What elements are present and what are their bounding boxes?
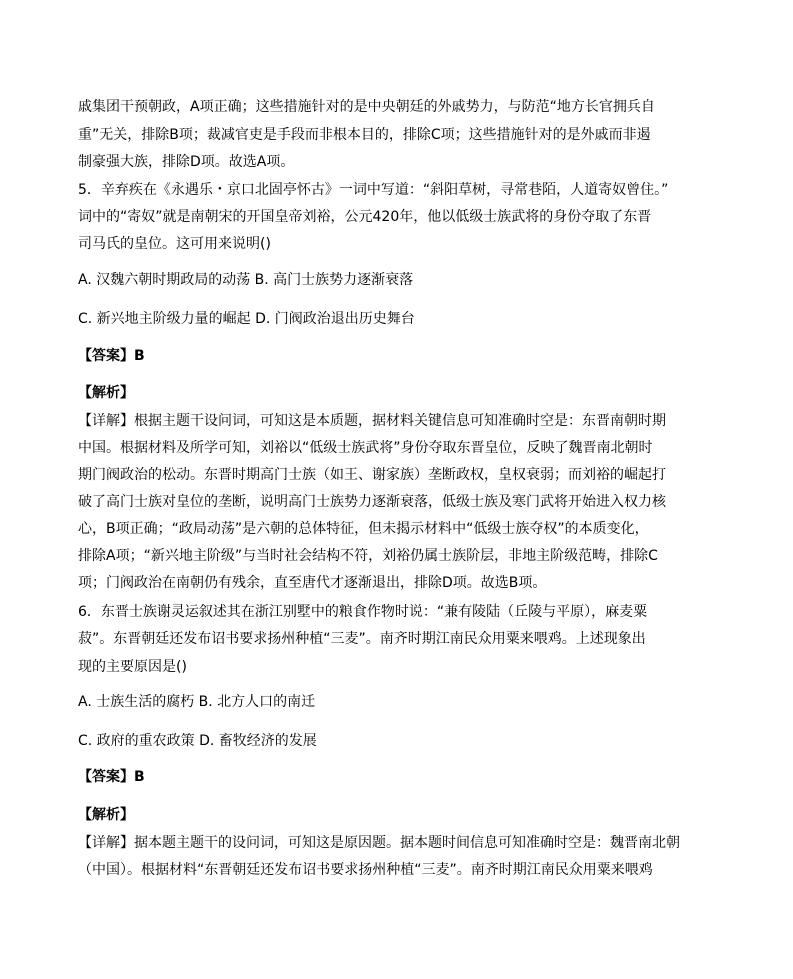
q5-answer: 【答案】B [78, 348, 145, 364]
q5-options-ab: A. 汉魏六朝时期政局的动荡 B. 高门士族势力逐渐衰落 [78, 272, 414, 288]
q5-analysis-line-5: 心，B项正确；“政局动荡”是六朝的总体特征，但未揭示材料中“低级士族夺权”的本质变化， [78, 521, 649, 537]
q5-analysis-line-7: 项；门阀政治在南朝仍有残余，直至唐代才逐渐退出，排除D项。故选B项。 [78, 575, 547, 591]
q6-analysis-label: 【解析】 [78, 807, 134, 823]
q6-options-ab: A. 士族生活的腐朽 B. 北方人口的南迁 [78, 694, 316, 710]
q5-analysis-line-6: 排除A项；“新兴地主阶级”与当时社会结构不符，刘裕仍属士族阶层，非地主阶级范畴，排除C [78, 548, 658, 564]
q6-stem-line-2: 菽”。东晋朝廷还发布诏书要求扬州种植“三麦”。南齐时期江南民众用粟来喂鸡。上述现象出 [78, 631, 646, 647]
prev-explanation-line-3: 制豪强大族，排除D项。故选A项。 [78, 154, 295, 170]
q5-stem-line-1: 5．辛弃疾在《永遇乐・京口北固亭怀古》一词中写道：“斜阳草树，寻常巷陌，人道寄奴曾住。” [78, 182, 669, 198]
q5-analysis-line-1: 【详解】根据主题干设问词，可知这是本质题，据材料关键信息可知准确时空是：东晋南朝时期 [78, 413, 666, 429]
q6-options-cd: C. 政府的重农政策 D. 畜牧经济的发展 [78, 733, 317, 749]
q6-stem-line-1: 6．东晋士族谢灵运叙述其在浙江别墅中的粮食作物时说：“兼有陵陆（丘陵与平原），麻麦粟 [78, 604, 648, 620]
q5-analysis-line-4: 破了高门士族对皇位的垄断，说明高门士族势力逐渐衰落，低级士族及寒门武将开始进入权力核 [78, 494, 666, 510]
q6-analysis-line-1: 【详解】据本题主题干的设问词，可知这是原因题。据本题时间信息可知准确时空是：魏晋南北朝 [78, 835, 680, 851]
q5-analysis-label: 【解析】 [78, 385, 134, 401]
q5-analysis-line-2: 中国。根据材料及所学可知，刘裕以“低级士族武将”身份夺取东晋皇位，反映了魏晋南北朝时 [78, 440, 653, 456]
q6-stem-line-3: 现的主要原因是() [78, 659, 187, 675]
q6-analysis-line-2: （中国）。根据材料“东晋朝廷还发布诏书要求扬州种植“三麦”。南齐时期江南民众用粟来喂鸡 [78, 862, 653, 878]
q5-analysis-line-3: 期门阀政治的松动。东晋时期高门士族（如王、谢家族）垄断政权，皇权衰弱；而刘裕的崛起打 [78, 467, 666, 483]
q6-answer: 【答案】B [78, 769, 145, 785]
q5-options-cd: C. 新兴地主阶级力量的崛起 D. 门阀政治退出历史舞台 [78, 311, 415, 327]
prev-explanation-line-1: 戚集团干预朝政，A项正确；这些措施针对的是中央朝廷的外戚势力，与防范“地方长官拥兵自 [78, 99, 655, 115]
q5-stem-line-2: 词中的“寄奴”就是南朝宋的开国皇帝刘裕，公元420年，他以低级士族武将的身份夺取了东晋 [78, 209, 652, 225]
prev-explanation-line-2: 重”无关，排除B项；裁减官吏是手段而非根本目的，排除C项；这些措施针对的是外戚而非遏 [78, 127, 651, 143]
q5-stem-line-3: 司马氏的皇位。这可用来说明() [78, 236, 271, 252]
